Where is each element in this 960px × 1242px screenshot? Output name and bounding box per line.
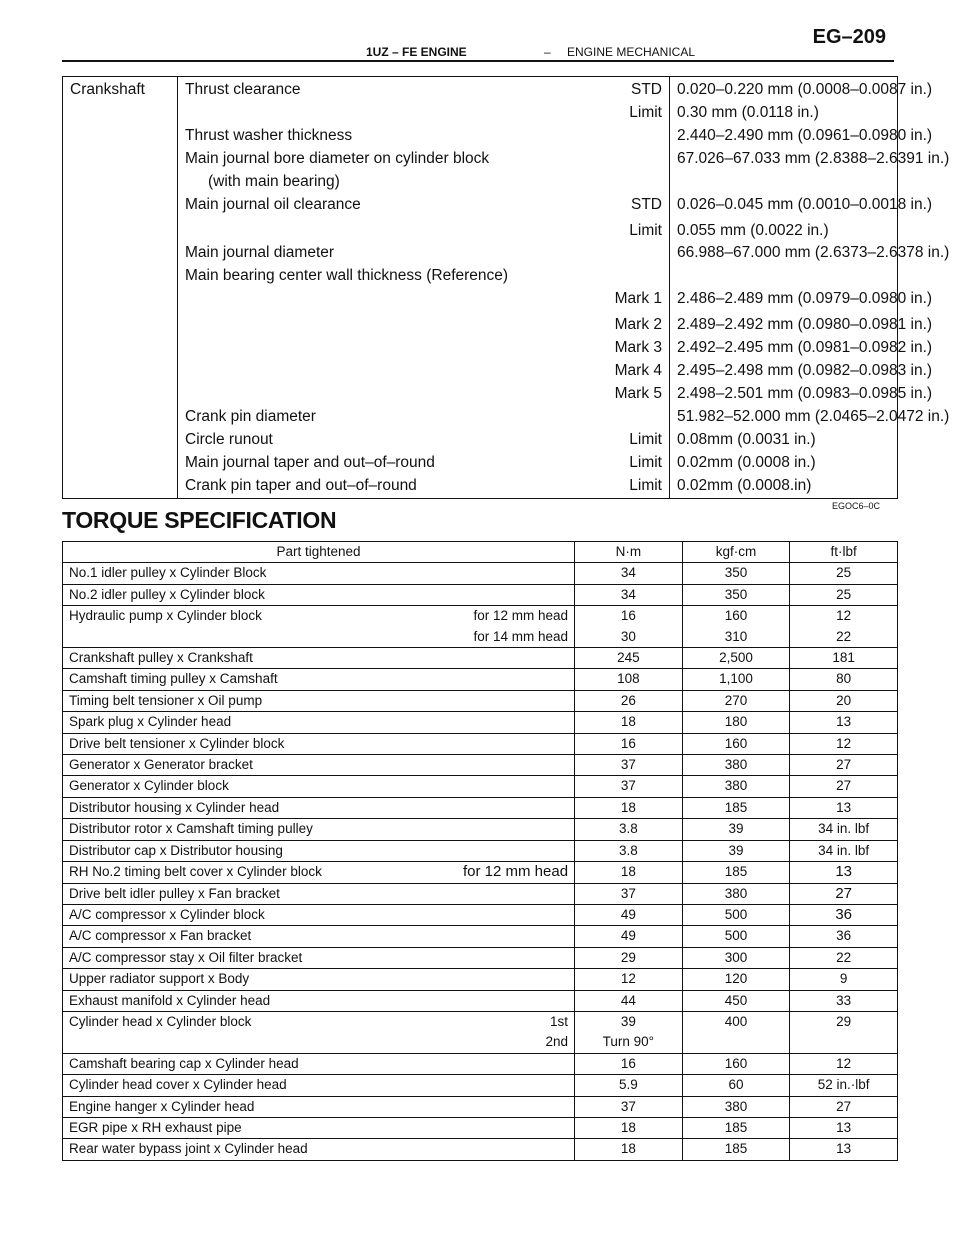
torque-nm: 37 bbox=[575, 776, 683, 797]
spec-row bbox=[63, 383, 898, 406]
table-row bbox=[63, 1011, 898, 1032]
spec-item: Crank pin taper and out–of–round bbox=[178, 475, 603, 498]
spec-row bbox=[63, 288, 898, 314]
spec-item bbox=[178, 314, 603, 337]
torque-ft: 13 bbox=[790, 1139, 898, 1160]
spec-row bbox=[63, 148, 898, 171]
spec-value: 0.02mm (0.0008.in) bbox=[670, 475, 898, 498]
torque-ft: 33 bbox=[790, 990, 898, 1011]
part-cell bbox=[63, 584, 575, 605]
torque-kgf bbox=[682, 1032, 790, 1053]
spec-item bbox=[178, 337, 603, 360]
torque-ft: 13 bbox=[790, 712, 898, 733]
torque-kgf: 300 bbox=[682, 947, 790, 968]
torque-ft: 27 bbox=[790, 755, 898, 776]
part-cell bbox=[63, 1139, 575, 1160]
torque-nm: 37 bbox=[575, 1096, 683, 1117]
spec-component bbox=[63, 383, 178, 406]
torque-nm: 18 bbox=[575, 712, 683, 733]
torque-kgf: 39 bbox=[682, 840, 790, 861]
spec-condition: Limit bbox=[602, 475, 670, 498]
torque-kgf: 1,100 bbox=[682, 669, 790, 690]
spec-condition: Limit bbox=[602, 102, 670, 125]
spec-condition bbox=[602, 265, 670, 288]
part-cell bbox=[63, 563, 575, 584]
torque-ft bbox=[790, 1032, 898, 1053]
torque-kgf: 380 bbox=[682, 1096, 790, 1117]
part-name: Generator x Cylinder block bbox=[69, 778, 229, 794]
torque-nm: 30 bbox=[575, 627, 683, 648]
torque-nm: 39 bbox=[575, 1011, 683, 1032]
spec-item: Thrust washer thickness bbox=[185, 126, 353, 144]
spec-component bbox=[63, 265, 178, 288]
torque-nm: 16 bbox=[575, 733, 683, 754]
spec-component bbox=[63, 337, 178, 360]
part-cell bbox=[63, 669, 575, 690]
spec-row bbox=[63, 360, 898, 383]
torque-nm: 29 bbox=[575, 947, 683, 968]
part-name: Drive belt tensioner x Cylinder block bbox=[69, 735, 285, 751]
table-row bbox=[63, 648, 898, 669]
torque-ft: 13 bbox=[790, 862, 898, 883]
torque-nm: 49 bbox=[575, 926, 683, 947]
table-row bbox=[63, 840, 898, 861]
torque-nm: 18 bbox=[575, 862, 683, 883]
torque-nm: 37 bbox=[575, 883, 683, 904]
part-cell bbox=[63, 883, 575, 904]
torque-kgf: 160 bbox=[682, 1053, 790, 1074]
torque-kgf: 500 bbox=[682, 904, 790, 925]
spec-value: 0.02mm (0.0008 in.) bbox=[670, 452, 898, 475]
torque-ft: 13 bbox=[790, 1117, 898, 1138]
spec-value: 2.440–2.490 mm (0.0961–0.0980 in.) bbox=[670, 125, 898, 148]
spec-condition bbox=[602, 171, 670, 194]
spec-value bbox=[670, 265, 898, 288]
table-row bbox=[63, 606, 898, 627]
torque-kgf: 270 bbox=[682, 690, 790, 711]
torque-nm: 3.8 bbox=[575, 840, 683, 861]
torque-ft: 12 bbox=[790, 733, 898, 754]
spec-component: Crankshaft bbox=[63, 77, 178, 102]
torque-ft: 27 bbox=[790, 1096, 898, 1117]
spec-condition: Limit bbox=[602, 452, 670, 475]
torque-kgf: 160 bbox=[682, 733, 790, 754]
part-name: Cylinder head cover x Cylinder head bbox=[69, 1077, 287, 1093]
spec-item bbox=[178, 288, 603, 314]
part-cell bbox=[63, 648, 575, 669]
spec-condition: Mark 5 bbox=[602, 383, 670, 406]
torque-kgf: 185 bbox=[682, 1117, 790, 1138]
torque-nm: 16 bbox=[575, 606, 683, 627]
spec-condition bbox=[602, 406, 670, 429]
spec-item: Main bearing center wall thickness (Reference) bbox=[185, 267, 509, 285]
spec-row bbox=[63, 337, 898, 360]
header-dash: – bbox=[544, 45, 551, 59]
header-section: ENGINE MECHANICAL bbox=[567, 45, 696, 59]
table-row bbox=[63, 904, 898, 925]
spec-component bbox=[63, 125, 178, 148]
spec-condition bbox=[602, 242, 670, 265]
table-row bbox=[63, 926, 898, 947]
torque-ft: 80 bbox=[790, 669, 898, 690]
spec-condition: Mark 2 bbox=[602, 314, 670, 337]
spec-component bbox=[63, 452, 178, 475]
part-cell bbox=[63, 1053, 575, 1074]
part-cell bbox=[63, 627, 575, 648]
table-row bbox=[63, 1032, 898, 1053]
part-name: Drive belt idler pulley x Fan bracket bbox=[69, 885, 280, 901]
part-name: Hydraulic pump x Cylinder block bbox=[69, 608, 262, 624]
part-cell bbox=[63, 926, 575, 947]
torque-nm: 12 bbox=[575, 969, 683, 990]
spec-component bbox=[63, 360, 178, 383]
spec-value: 2.486–2.489 mm (0.0979–0.0980 in.) bbox=[670, 288, 898, 314]
table-row bbox=[63, 669, 898, 690]
torque-kgf: 400 bbox=[682, 1011, 790, 1032]
table-row bbox=[63, 1139, 898, 1160]
torque-kgf: 2,500 bbox=[682, 648, 790, 669]
page-header bbox=[62, 24, 894, 60]
part-name: Cylinder head x Cylinder block bbox=[69, 1013, 252, 1029]
spec-row bbox=[63, 125, 898, 148]
torque-kgf: 450 bbox=[682, 990, 790, 1011]
spec-value bbox=[670, 171, 898, 194]
part-name: Engine hanger x Cylinder head bbox=[69, 1098, 255, 1114]
part-name: Distributor housing x Cylinder head bbox=[69, 799, 280, 815]
table-row bbox=[63, 1117, 898, 1138]
spec-row bbox=[63, 265, 898, 288]
torque-ft: 12 bbox=[790, 1053, 898, 1074]
spec-value: 0.055 mm (0.0022 in.) bbox=[670, 220, 898, 243]
spec-component bbox=[63, 242, 178, 265]
torque-kgf: 60 bbox=[682, 1075, 790, 1096]
torque-title: TORQUE SPECIFICATION bbox=[62, 507, 337, 533]
table-row bbox=[63, 1075, 898, 1096]
table-row bbox=[63, 947, 898, 968]
torque-ft: 22 bbox=[790, 947, 898, 968]
table-row bbox=[63, 712, 898, 733]
part-cell bbox=[63, 969, 575, 990]
spec-item: Crank pin diameter bbox=[185, 407, 316, 425]
table-row bbox=[63, 776, 898, 797]
table-row bbox=[63, 819, 898, 840]
part-name: RH No.2 timing belt cover x Cylinder block bbox=[69, 864, 322, 880]
header-part: Part tightened bbox=[63, 542, 575, 563]
torque-ft: 34 in. lbf bbox=[790, 840, 898, 861]
part-cell bbox=[63, 733, 575, 754]
torque-ft: 36 bbox=[790, 904, 898, 925]
torque-ft: 25 bbox=[790, 584, 898, 605]
torque-nm: 34 bbox=[575, 563, 683, 584]
spec-component bbox=[63, 102, 178, 125]
crankshaft-spec-table bbox=[62, 76, 950, 499]
torque-kgf: 500 bbox=[682, 926, 790, 947]
part-name: Timing belt tensioner x Oil pump bbox=[69, 692, 263, 708]
part-cell bbox=[63, 990, 575, 1011]
spec-component bbox=[63, 429, 178, 452]
part-cell bbox=[63, 840, 575, 861]
spec-condition: STD bbox=[602, 194, 670, 220]
part-name: Distributor cap x Distributor housing bbox=[69, 842, 283, 858]
spec-condition bbox=[602, 125, 670, 148]
spec-value: 66.988–67.000 mm (2.6373–2.6378 in.) bbox=[670, 242, 898, 265]
part-note: for 12 mm head bbox=[463, 863, 569, 881]
spec-component bbox=[63, 194, 178, 220]
torque-ft: 36 bbox=[790, 926, 898, 947]
spec-component bbox=[63, 288, 178, 314]
spec-row bbox=[63, 242, 898, 265]
torque-kgf: 350 bbox=[682, 584, 790, 605]
spec-component bbox=[63, 220, 178, 243]
table-row bbox=[63, 969, 898, 990]
torque-nm: 3.8 bbox=[575, 819, 683, 840]
spec-component bbox=[63, 406, 178, 429]
torque-nm: 5.9 bbox=[575, 1075, 683, 1096]
table-row bbox=[63, 883, 898, 904]
spec-value: 2.498–2.501 mm (0.0983–0.0985 in.) bbox=[670, 383, 898, 406]
torque-nm: 49 bbox=[575, 904, 683, 925]
part-name: Spark plug x Cylinder head bbox=[69, 714, 232, 730]
torque-ft: 25 bbox=[790, 563, 898, 584]
torque-nm: 44 bbox=[575, 990, 683, 1011]
spec-item: Thrust clearance bbox=[178, 77, 603, 102]
torque-nm: 34 bbox=[575, 584, 683, 605]
table-row bbox=[63, 755, 898, 776]
part-cell bbox=[63, 606, 575, 627]
table-row bbox=[63, 1053, 898, 1074]
part-name: Upper radiator support x Body bbox=[69, 971, 250, 987]
torque-kgf: 380 bbox=[682, 755, 790, 776]
spec-value: 2.495–2.498 mm (0.0982–0.0983 in.) bbox=[670, 360, 898, 383]
spec-item: (with main bearing) bbox=[208, 172, 340, 190]
part-cell bbox=[63, 862, 575, 883]
part-cell bbox=[63, 1117, 575, 1138]
torque-kgf: 160 bbox=[682, 606, 790, 627]
part-cell bbox=[63, 947, 575, 968]
table-row bbox=[63, 584, 898, 605]
torque-kgf: 350 bbox=[682, 563, 790, 584]
figure-code: EGOC6–0C bbox=[832, 501, 881, 511]
part-name: Generator x Generator bracket bbox=[69, 757, 253, 773]
spec-value: 0.020–0.220 mm (0.0008–0.0087 in.) bbox=[670, 77, 898, 102]
spec-component bbox=[63, 148, 178, 171]
part-cell bbox=[63, 819, 575, 840]
part-cell bbox=[63, 1011, 575, 1032]
torque-kgf: 380 bbox=[682, 883, 790, 904]
torque-kgf: 185 bbox=[682, 797, 790, 818]
spec-row bbox=[63, 475, 898, 498]
torque-ft: 34 in. lbf bbox=[790, 819, 898, 840]
torque-nm: 18 bbox=[575, 797, 683, 818]
spec-condition bbox=[602, 148, 670, 171]
spec-item: Main journal taper and out–of–round bbox=[185, 453, 435, 471]
torque-nm: 18 bbox=[575, 1139, 683, 1160]
spec-value: 0.30 mm (0.0118 in.) bbox=[670, 102, 898, 125]
spec-item: Main journal oil clearance bbox=[185, 195, 361, 213]
torque-nm: 37 bbox=[575, 755, 683, 776]
spec-component bbox=[63, 171, 178, 194]
part-name: A/C compressor x Cylinder block bbox=[69, 906, 265, 922]
part-note: 2nd bbox=[545, 1034, 569, 1050]
torque-ft: 13 bbox=[790, 797, 898, 818]
spec-row bbox=[63, 171, 898, 194]
part-cell bbox=[63, 1032, 575, 1053]
spec-condition: Limit bbox=[602, 429, 670, 452]
part-cell bbox=[63, 755, 575, 776]
table-row bbox=[63, 690, 898, 711]
torque-ft: 22 bbox=[790, 627, 898, 648]
part-name: Camshaft timing pulley x Camshaft bbox=[69, 671, 278, 687]
torque-spec-table bbox=[62, 541, 898, 1161]
torque-ft: 52 in.·lbf bbox=[790, 1075, 898, 1096]
table-row bbox=[63, 563, 898, 584]
part-cell bbox=[63, 1075, 575, 1096]
torque-nm: Turn 90° bbox=[575, 1032, 683, 1053]
part-name: A/C compressor stay x Oil filter bracket bbox=[69, 949, 303, 965]
torque-kgf: 185 bbox=[682, 1139, 790, 1160]
torque-nm: 18 bbox=[575, 1117, 683, 1138]
part-name: Camshaft bearing cap x Cylinder head bbox=[69, 1055, 299, 1071]
part-note: 1st bbox=[550, 1013, 569, 1029]
torque-header-row bbox=[63, 542, 898, 563]
header-rule bbox=[62, 60, 894, 62]
torque-kgf: 185 bbox=[682, 862, 790, 883]
spec-item bbox=[178, 383, 603, 406]
torque-ft: 20 bbox=[790, 690, 898, 711]
part-name: Crankshaft pulley x Crankshaft bbox=[69, 650, 253, 666]
spec-row bbox=[63, 77, 898, 102]
part-note: for 12 mm head bbox=[473, 608, 569, 624]
part-name: No.1 idler pulley x Cylinder Block bbox=[69, 565, 267, 581]
part-cell bbox=[63, 1096, 575, 1117]
table-row bbox=[63, 797, 898, 818]
header-ft: ft·lbf bbox=[790, 542, 898, 563]
torque-nm: 245 bbox=[575, 648, 683, 669]
torque-ft: 29 bbox=[790, 1011, 898, 1032]
torque-ft: 9 bbox=[790, 969, 898, 990]
spec-item bbox=[178, 360, 603, 383]
torque-kgf: 120 bbox=[682, 969, 790, 990]
part-name: Distributor rotor x Camshaft timing pulley bbox=[69, 821, 313, 837]
spec-value: 0.08mm (0.0031 in.) bbox=[670, 429, 898, 452]
torque-nm: 108 bbox=[575, 669, 683, 690]
part-cell bbox=[63, 690, 575, 711]
spec-condition: Mark 4 bbox=[602, 360, 670, 383]
spec-condition: Limit bbox=[602, 220, 670, 243]
spec-value: 67.026–67.033 mm (2.8388–2.6391 in.) bbox=[670, 148, 898, 171]
part-name: Exhaust manifold x Cylinder head bbox=[69, 992, 271, 1008]
spec-item: Circle runout bbox=[185, 430, 273, 448]
torque-ft: 181 bbox=[790, 648, 898, 669]
table-row bbox=[63, 990, 898, 1011]
torque-kgf: 380 bbox=[682, 776, 790, 797]
part-cell bbox=[63, 776, 575, 797]
spec-condition: STD bbox=[602, 77, 670, 102]
spec-row bbox=[63, 406, 898, 429]
spec-row bbox=[63, 429, 898, 452]
torque-ft: 27 bbox=[790, 883, 898, 904]
table-row bbox=[63, 1096, 898, 1117]
torque-nm: 26 bbox=[575, 690, 683, 711]
page-number: EG–209 bbox=[812, 26, 886, 48]
spec-row bbox=[63, 220, 898, 243]
spec-row bbox=[63, 314, 898, 337]
spec-row bbox=[63, 452, 898, 475]
torque-kgf: 310 bbox=[682, 627, 790, 648]
torque-ft: 27 bbox=[790, 776, 898, 797]
part-name: No.2 idler pulley x Cylinder block bbox=[69, 586, 265, 602]
part-name: Rear water bypass joint x Cylinder head bbox=[69, 1141, 308, 1157]
spec-item: Main journal bore diameter on cylinder block bbox=[185, 149, 490, 167]
spec-item bbox=[178, 102, 603, 125]
spec-value: 0.026–0.045 mm (0.0010–0.0018 in.) bbox=[670, 194, 898, 220]
header-engine: 1UZ – FE ENGINE bbox=[366, 45, 467, 59]
spec-row bbox=[63, 194, 898, 220]
part-note: for 14 mm head bbox=[473, 628, 569, 644]
spec-item bbox=[178, 220, 603, 243]
table-row bbox=[63, 862, 898, 883]
torque-ft: 12 bbox=[790, 606, 898, 627]
spec-row bbox=[63, 102, 898, 125]
header-nm: N·m bbox=[575, 542, 683, 563]
part-cell bbox=[63, 712, 575, 733]
part-name: A/C compressor x Fan bracket bbox=[69, 928, 252, 944]
torque-kgf: 180 bbox=[682, 712, 790, 733]
torque-nm: 16 bbox=[575, 1053, 683, 1074]
spec-value: 2.492–2.495 mm (0.0981–0.0982 in.) bbox=[670, 337, 898, 360]
table-row bbox=[63, 627, 898, 648]
spec-component bbox=[63, 314, 178, 337]
spec-value: 2.489–2.492 mm (0.0980–0.0981 in.) bbox=[670, 314, 898, 337]
spec-value: 51.982–52.000 mm (2.0465–2.0472 in.) bbox=[670, 406, 898, 429]
part-name: EGR pipe x RH exhaust pipe bbox=[69, 1119, 242, 1135]
spec-component bbox=[63, 475, 178, 498]
torque-kgf: 39 bbox=[682, 819, 790, 840]
table-row bbox=[63, 733, 898, 754]
header-kgf: kgf·cm bbox=[682, 542, 790, 563]
spec-item: Main journal diameter bbox=[185, 244, 335, 262]
part-cell bbox=[63, 797, 575, 818]
spec-condition: Mark 1 bbox=[602, 288, 670, 314]
part-cell bbox=[63, 904, 575, 925]
spec-condition: Mark 3 bbox=[602, 337, 670, 360]
